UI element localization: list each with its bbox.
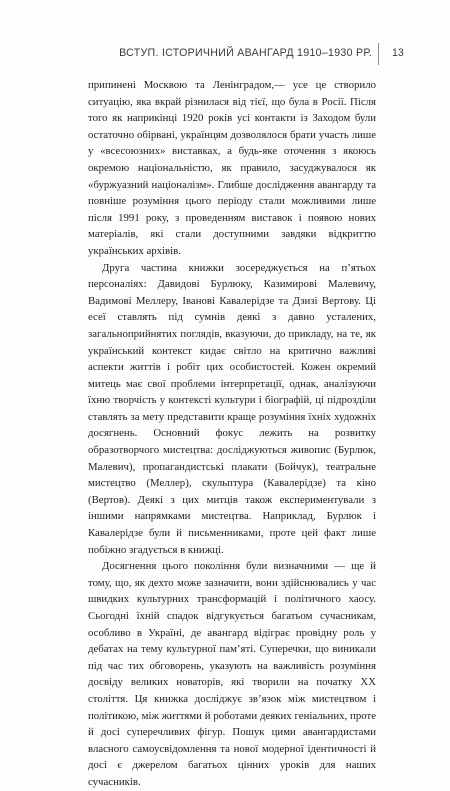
- page-number: 13: [392, 47, 404, 59]
- paragraph-2: Друга частина книжки зосереджується на п’ятьох персоналіях: Давидові Бурлюку, Казимирові Малевичу, Вадимові Меллеру, Іванові Кавалерідзе та Дзизі Вертову. Ці есеї ставлять під сумнів деякі з давно усталених, загальноприйнятих поглядів, вказуючи, до прикладу, на те, як український контекст кидає світло на критично важливі аспекти життів і робіт цих особистостей. Кожен окремий митець має свої проблеми інтерпретації, однак, аналізуючи їхню творчість у контексті культури і біографій, ці підрозділи ставлять за мету представити краще розуміння їхніх художніх досягнень. Основний фокус лежить на розвитку образотворчого мистецтва: досліджуються живопис (Бурлюк, Малевич), пропагандистські плакати (Бойчук), театральне мистецтво (Меллер), скульптура (Кавалерідзе) та кіно (Вертов). Деякі з цих митців також експериментували з іншими напрямками мистецтва. Наприклад, Бурлюк і Кавалерідзе були й письменниками, проте цей факт лише побіжно згадується в книжці.: [88, 261, 376, 556]
- running-header: [0, 46, 450, 66]
- header-divider: [378, 43, 379, 65]
- body-text: [88, 77, 376, 791]
- running-header-title: ВСТУП. ІСТОРИЧНИЙ АВАНГАРД 1910–1930 РР.: [119, 47, 372, 59]
- paragraph-3: Досягнення цього покоління були визначними — ще й тому, що, як дехто може зазначити, вони здійснювались у час швидких культурних трансформацій і політичного хаосу. Сьогодні їхній спадок відгукується багатьом сучасникам, особливо в Україні, де авангард відіграє провідну роль у дебатах на тему культурної пам’яті. Суперечки, що виникали під час тих обговорень, указують на важливість розуміння досвіду великих новаторів, які творили на початку XX століття. Ця книжка досліджує зв’язок між мистецтвом і політикою, між життями й роботами деяких геніальних, проте й досі суперечливих фігур. Пошук цими авангардистами власного самоусвідомлення та нової модерної ідентичності й досі є джерелом багатьох цінних уроків для наших сучасників.: [88, 560, 376, 788]
- paragraph-1: припинені Москвою та Ленінградом,— усе це створило ситуацію, яка вкрай різнилася від тієї, що була в Росії. Після того як наприкінці 1920 років усі контакти із Заходом були остаточно обірвані, українцям дозволялося брати участь лише у «всесоюзних» виставках, а будь-яке оточення з якоюсь окремою національністю, як правило, засуджувалося як «буржуазний націоналізм». Глибше дослідження авангарду та повніше розуміння цього періоду стали можливими лише після 1991 року, з проведенням виставок і появою нових матеріалів, які стали доступними завдяки відкриттю українських архівів.: [88, 79, 376, 257]
